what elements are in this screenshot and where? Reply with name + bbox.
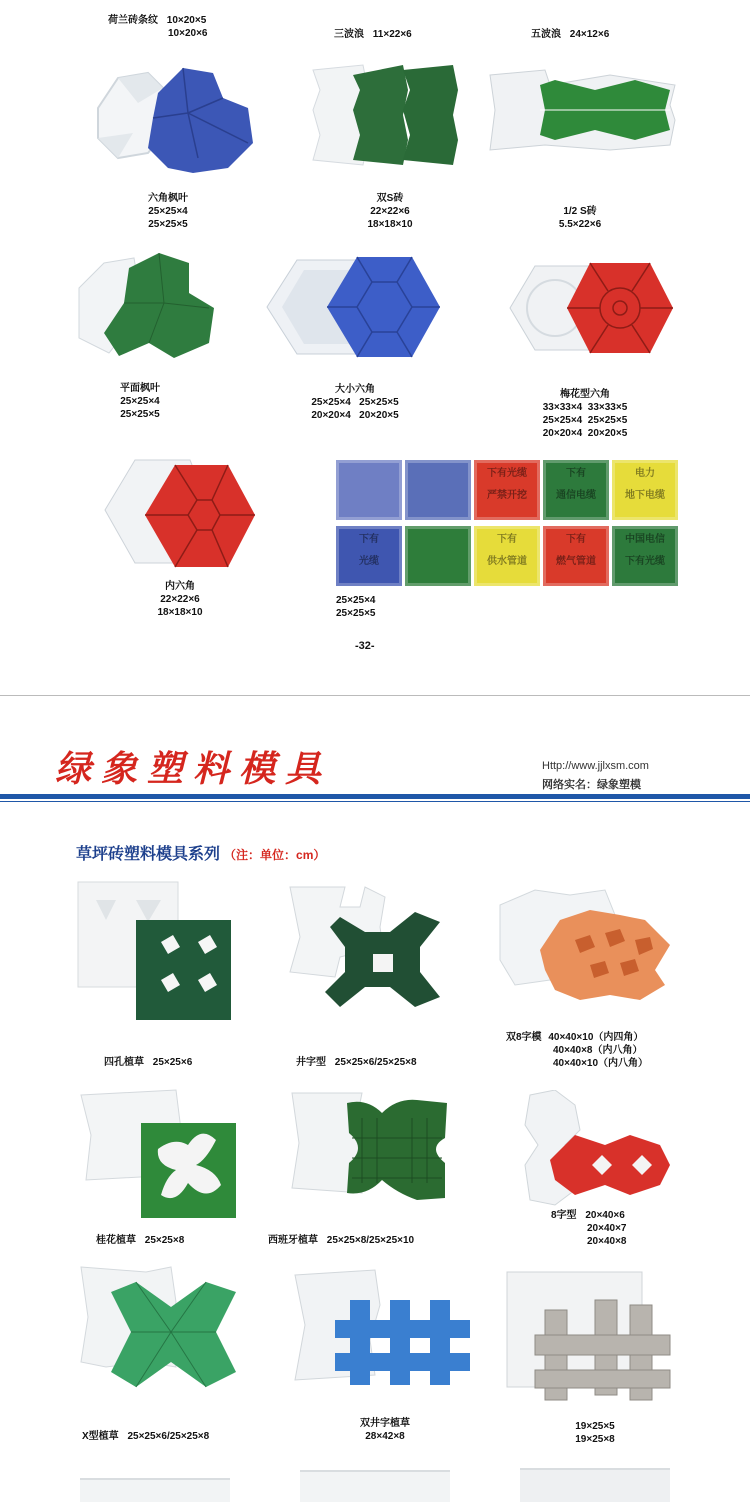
product-image-grey [505, 1270, 675, 1410]
product-size: 40×40×8（内八角） [553, 1045, 643, 1056]
product-size: 25×25×4 25×25×5 [542, 415, 628, 426]
product-name: 大小六角 [335, 384, 375, 395]
product-name: 1/2 S砖 [563, 206, 597, 217]
product-size: 20×40×7 [587, 1223, 627, 1234]
caption-half-s [540, 205, 620, 231]
product-size: 25×25×6 [152, 1057, 193, 1068]
warning-tile-text: 下有 [566, 468, 586, 479]
caption-sikong [104, 1056, 192, 1069]
network-real-name: 网络实名：绿象塑模 [542, 779, 641, 791]
warning-tile-text: 严禁开挖 [487, 490, 527, 501]
caption-shuang-s [345, 192, 435, 231]
product-size: 10×20×6 [168, 28, 208, 39]
product-size: 28×42×8 [365, 1431, 405, 1442]
product-name: 平面枫叶 [120, 383, 160, 394]
series-title [76, 841, 325, 864]
warning-tile-text: 电力 [635, 468, 655, 479]
website-url: Http://www.jjlxsm.com [542, 760, 649, 772]
product-size: 25×25×6/25×25×8 [334, 1057, 417, 1068]
caption-bazi [551, 1209, 627, 1248]
product-image-partial-3 [520, 1468, 670, 1502]
warning-tile-text: 下有 [566, 534, 586, 545]
product-name: 井字型 [296, 1057, 326, 1068]
product-name: 梅花型六角 [560, 389, 610, 400]
product-size: 18×18×10 [157, 607, 203, 618]
product-image-shuangjing [290, 1265, 475, 1395]
product-image-bazi [520, 1090, 680, 1210]
product-image-daxiao-liujiao [262, 252, 442, 362]
product-size: 20×40×6 [585, 1210, 625, 1221]
product-size: 22×22×6 [370, 206, 410, 217]
warning-tile [405, 526, 471, 586]
header-rule-thin [0, 801, 750, 802]
warning-tile-text: 下有 [497, 534, 517, 545]
product-image-guihua [76, 1085, 246, 1225]
product-size: 20×40×8 [587, 1236, 627, 1247]
warning-tile [336, 526, 402, 586]
warning-tile-grid [336, 460, 678, 586]
product-size: 5.5×22×6 [558, 219, 602, 230]
warning-tile-text: 地下电缆 [625, 490, 665, 501]
caption-wubolang [531, 28, 609, 41]
warning-tile-text: 通信电缆 [556, 490, 596, 501]
product-image-pingmian-fengye [74, 248, 224, 368]
product-size: 19×25×8 [575, 1434, 615, 1445]
product-image-meihua-liujiao [505, 258, 675, 358]
product-size: 18×18×10 [367, 219, 413, 230]
product-image-liujiao-fengye [88, 58, 258, 178]
caption-daxiao-liujiao [285, 383, 425, 422]
warning-tile [612, 460, 678, 520]
warning-tile [543, 460, 609, 520]
series-title-text: 草坪砖塑料模具系列 [76, 846, 221, 863]
warning-tile [336, 460, 402, 520]
warning-tile-text: 中国电信 [625, 534, 665, 545]
warning-tile [474, 460, 540, 520]
product-name: 西班牙植草 [268, 1235, 318, 1246]
product-size: 25×25×5 [336, 608, 376, 619]
product-name: 荷兰砖条纹 [108, 15, 158, 26]
product-name: X型植草 [82, 1431, 119, 1442]
product-size: 25×25×4 [336, 595, 376, 606]
product-size: 40×40×10（内八角） [553, 1058, 649, 1069]
caption-sanbolang [334, 28, 412, 41]
product-image-jingzi [285, 882, 445, 1022]
caption-helan [108, 14, 208, 40]
product-name: 六角枫叶 [148, 193, 188, 204]
product-size: 11×22×6 [372, 29, 412, 40]
warning-tile-text: 燃气管道 [556, 556, 596, 567]
product-image-nei-liujiao [100, 455, 260, 575]
caption-shuang8 [506, 1031, 648, 1070]
caption-grey [560, 1420, 630, 1446]
product-image-shuang-s [308, 60, 468, 170]
caption-xibanya [268, 1234, 414, 1247]
product-size: 10×20×5 [166, 15, 207, 26]
product-name: 双8字模 [506, 1032, 542, 1043]
unit-note: （注：单位：cm） [224, 848, 326, 862]
product-size: 25×25×8/25×25×10 [326, 1235, 415, 1246]
caption-pingmian-fengye [100, 382, 180, 421]
product-image-shuang8 [495, 885, 675, 1015]
product-size: 24×12×6 [569, 29, 610, 40]
product-image-partial-2 [300, 1470, 450, 1502]
product-size: 40×40×10（内四角） [548, 1032, 644, 1043]
product-name: 四孔植草 [104, 1057, 144, 1068]
product-image-xxing [76, 1262, 246, 1402]
warning-tile-text: 光缆 [359, 556, 379, 567]
warning-tile-text: 供水管道 [487, 556, 527, 567]
caption-nei-liujiao [140, 580, 220, 619]
page-number: -32- [355, 640, 375, 652]
caption-xxing [82, 1430, 209, 1443]
warning-tile [543, 526, 609, 586]
caption-meihua-liujiao [520, 388, 650, 440]
product-size: 25×25×5 [120, 409, 160, 420]
product-size: 25×25×4 [148, 206, 188, 217]
page-divider [0, 695, 750, 696]
product-size: 25×25×5 [148, 219, 188, 230]
product-size: 20×20×4 20×20×5 [311, 410, 399, 421]
product-name: 三波浪 [334, 29, 364, 40]
product-name: 内六角 [165, 581, 195, 592]
product-image-partial-1 [80, 1478, 230, 1502]
product-name: 桂花植草 [96, 1235, 136, 1246]
product-name: 8字型 [551, 1210, 577, 1221]
product-size: 25×25×8 [144, 1235, 185, 1246]
caption-jingzi [296, 1056, 417, 1069]
caption-shuangjing [340, 1417, 430, 1443]
caption-liujiao-fengye [128, 192, 208, 231]
warning-tile-text: 下有光缆 [625, 556, 665, 567]
product-size: 25×25×6/25×25×8 [127, 1431, 210, 1442]
product-image-xibanya [287, 1088, 462, 1208]
warning-tile [474, 526, 540, 586]
header-rule [0, 794, 750, 799]
product-size: 22×22×6 [160, 594, 200, 605]
product-size: 19×25×5 [575, 1421, 615, 1432]
product-size: 25×25×4 [120, 396, 160, 407]
warning-tile-text: 下有光缆 [487, 468, 527, 479]
product-size: 20×20×4 20×20×5 [542, 428, 628, 439]
warning-tile-text: 下有 [359, 534, 379, 545]
catalog-page-32 [0, 0, 750, 695]
product-name: 双井字植草 [360, 1418, 410, 1429]
product-name: 五波浪 [531, 29, 561, 40]
warning-tile [405, 460, 471, 520]
product-image-sikong [76, 880, 236, 1030]
caption-guihua [96, 1234, 184, 1247]
caption-tiles [336, 594, 376, 620]
brand-logo-text: 绿象塑料模具 [55, 748, 332, 790]
product-name: 双S砖 [376, 193, 404, 204]
product-image-half-s [485, 65, 685, 155]
product-size: 33×33×4 33×33×5 [542, 402, 628, 413]
product-size: 25×25×4 25×25×5 [311, 397, 399, 408]
warning-tile [612, 526, 678, 586]
